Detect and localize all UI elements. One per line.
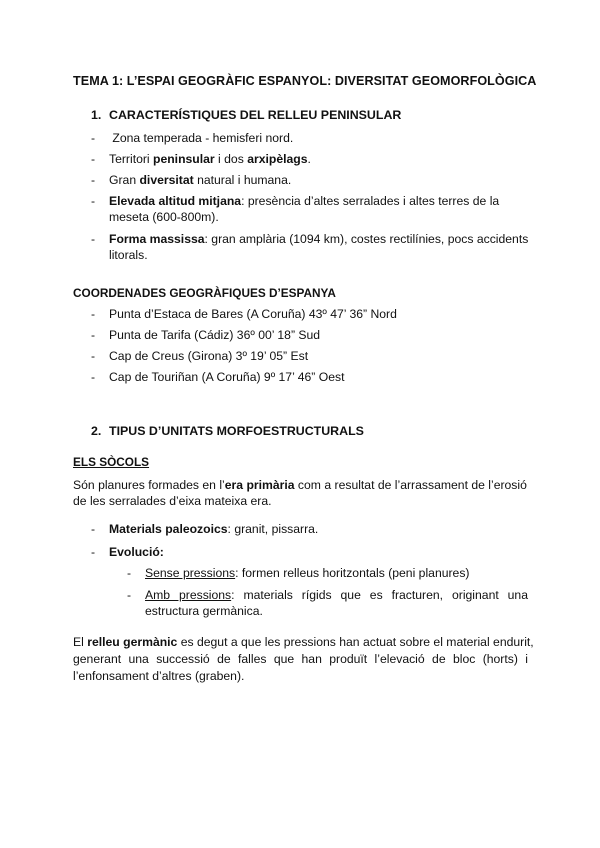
paragraph-line: de les serralades d’eixa mateixa era. (73, 494, 272, 508)
sub-list-item (145, 587, 528, 603)
section-2-heading: TIPUS D’UNITATS MORFOESTRUCTURALS (109, 424, 364, 438)
list-bullet: - (91, 522, 96, 536)
list-bullet: - (91, 232, 96, 246)
paragraph-text: El (73, 635, 88, 649)
sub-list-item-text: : materials rígids que es fracturen, originant una (231, 588, 528, 602)
list-bullet: - (91, 152, 96, 166)
list-item-text: : granit, pissarra. (227, 522, 319, 536)
list-bullet: - (91, 545, 96, 559)
coordinates-heading: COORDENADES GEOGRÀFIQUES D’ESPANYA (73, 286, 336, 300)
list-item (109, 231, 528, 247)
paragraph-line: l’enfonsament d’altres (graben). (73, 669, 245, 683)
list-bullet: - (127, 588, 132, 602)
list-item-continuation: litorals. (109, 248, 148, 262)
list-item-text: : presència d’altes serralades i altes terres de la (241, 194, 500, 208)
list-item-continuation: meseta (600-800m). (109, 210, 219, 224)
paragraph-line: generant una successió de falles que han produït l’elevació de bloc (horts) i (73, 652, 528, 666)
list-item-text: : gran amplària (1094 km), costes rectilínies, pocs accidents (204, 232, 529, 246)
document-title: TEMA 1: L’ESPAI GEOGRÀFIC ESPANYOL: DIVERSITAT GEOMORFOLÒGICA (73, 74, 537, 88)
sub-list-item-underline: Sense pressions (145, 566, 236, 580)
list-bullet: - (91, 194, 96, 208)
list-item-bold: Elevada altitud mitjana (109, 194, 242, 208)
list-item-bold: diversitat (139, 173, 194, 187)
paragraph-text: Són planures formades en l’ (73, 478, 225, 492)
coordinate-item: Punta d’Estaca de Bares (A Coruña) 43º 47’ 36” Nord (109, 307, 397, 321)
list-bullet: - (91, 307, 96, 321)
section-2-number: 2. (91, 424, 102, 438)
paragraph-line (73, 477, 527, 493)
section-1-heading: CARACTERÍSTIQUES DEL RELLEU PENINSULAR (109, 108, 402, 122)
list-item-text: Gran (109, 173, 140, 187)
coordinate-item: Cap de Creus (Girona) 3º 19’ 05” Est (109, 349, 309, 363)
paragraph-line (73, 634, 534, 650)
list-item-text: . (307, 152, 311, 166)
list-item-bold: peninsular (153, 152, 215, 166)
list-item-bold: Evolució: (109, 545, 164, 559)
section-1-number: 1. (91, 108, 102, 122)
paragraph-bold: era primària (224, 478, 295, 492)
list-bullet: - (91, 173, 96, 187)
subsection-heading-text: ELS SÒCOLS (73, 455, 150, 469)
list-item (109, 193, 499, 209)
list-item (109, 172, 291, 188)
list-bullet: - (91, 370, 96, 384)
list-bullet: - (91, 349, 96, 363)
list-item (109, 151, 311, 167)
paragraph-text: com a resultat de l’arrassament de l’erosió (294, 478, 527, 492)
sub-list-item-text: : formen relleus horitzontals (peni planures) (235, 566, 470, 580)
list-item-bold: Materials paleozoics (109, 522, 228, 536)
sub-list-item-underline: Amb pressions (145, 588, 232, 602)
paragraph-text: es degut a que les pressions han actuat sobre el material endurit, (177, 635, 534, 649)
coordinate-item: Punta de Tarifa (Cádiz) 36º 00’ 18” Sud (109, 328, 321, 342)
list-bullet: - (91, 131, 96, 145)
list-item (109, 130, 293, 146)
subsection-heading (73, 454, 149, 470)
list-item-bold: Forma massissa (109, 232, 205, 246)
sub-list-item-continuation: estructura germànica. (145, 604, 263, 618)
list-bullet: - (127, 566, 132, 580)
list-item-text: natural i humana. (193, 173, 292, 187)
sub-list-item (145, 565, 470, 581)
list-bullet: - (91, 328, 96, 342)
coordinate-item: Cap de Touriñan (A Coruña) 9º 17’ 46” Oest (109, 370, 345, 384)
list-item (109, 544, 164, 560)
list-item-text: i dos (214, 152, 248, 166)
paragraph-bold: relleu germànic (87, 635, 178, 649)
list-item-text: Territori (109, 152, 154, 166)
list-item (109, 521, 318, 537)
list-item-text: Zona temperada - hemisferi nord. (109, 131, 294, 145)
list-item-bold: arxipèlags (247, 152, 308, 166)
